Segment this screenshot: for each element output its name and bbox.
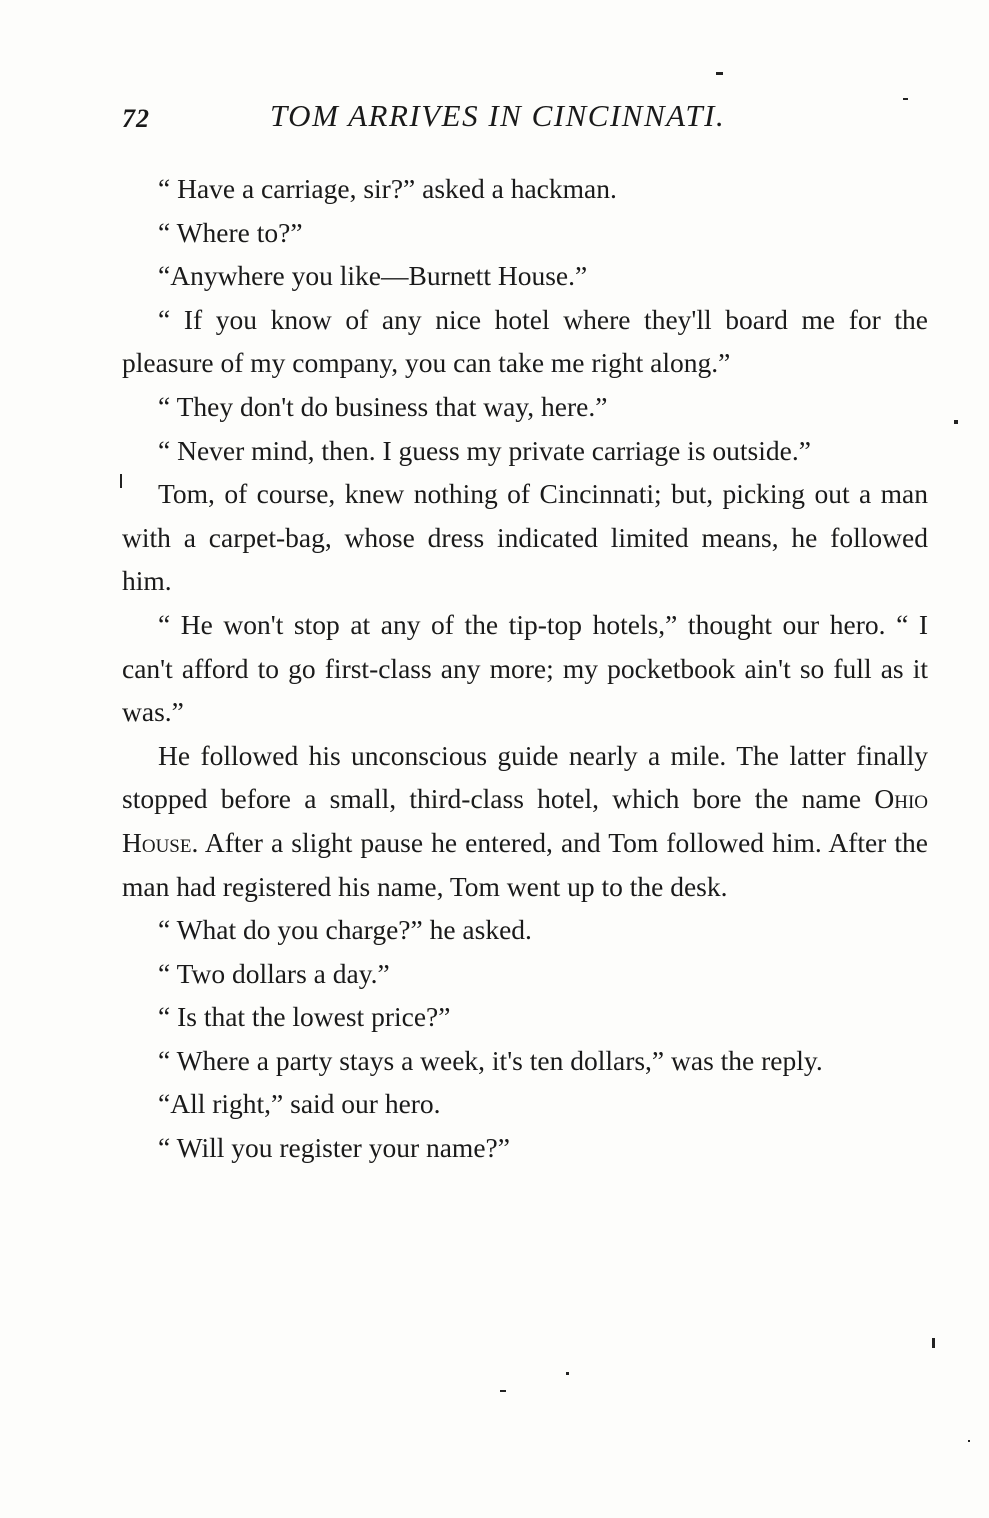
paragraph: “ Where a party stays a week, it's ten dollars,” was the reply.: [158, 1044, 823, 1076]
paragraph: “ He won't stop at any of the tip-top hotels,” thought our hero. “ I can't afford to go first-class any more; my pocketbook ain't so full as it was.”: [122, 608, 928, 728]
paragraph: “ Never mind, then. I guess my private carriage is outside.”: [158, 434, 811, 466]
running-head: TOM ARRIVES IN CINCINNATI.: [270, 98, 726, 133]
scan-speck: [120, 474, 122, 488]
paragraph: “ Is that the lowest price?”: [158, 1001, 451, 1033]
paragraph: “ Where to?”: [158, 216, 303, 248]
paragraph: “All right,” said our hero.: [158, 1088, 441, 1120]
paragraph: “ They don't do business that way, here.”: [158, 390, 608, 422]
page-header: [122, 98, 928, 148]
paragraph: “ Two dollars a day.”: [158, 957, 390, 989]
paragraph: [122, 734, 928, 908]
scan-speck: [716, 72, 723, 75]
scan-speck: [903, 98, 908, 100]
scan-speck: [968, 1440, 970, 1442]
page-number: 72: [122, 104, 150, 133]
paragraph: Tom, of course, knew nothing of Cincinnati; but, picking out a man with a carpet-bag, whose dress indicated limited means, he followed him.: [122, 478, 928, 597]
paragraph: “Anywhere you like—Burnett House.”: [158, 260, 588, 292]
scan-speck: [932, 1338, 935, 1348]
paragraph-text: He followed his unconscious guide nearly a mile. The latter finally stopped before a small, third-class hotel, which bore the name: [122, 739, 928, 815]
paragraph: “ What do you charge?” he asked.: [158, 914, 532, 946]
hotel-name: Ohio House: [122, 783, 928, 858]
scan-speck: [954, 420, 958, 424]
scan-speck: [500, 1390, 506, 1392]
paragraph: “ If you know of any nice hotel where they'll board me for the pleasure of my company, you can take me right along.”: [122, 303, 928, 379]
paragraph: “ Will you register your name?”: [158, 1132, 510, 1164]
paragraph-text: . After a slight pause he entered, and Tom followed him. After the man had registered his name, Tom went up to the desk.: [122, 826, 928, 902]
scan-speck: [566, 1372, 569, 1375]
paragraph: “ Have a carriage, sir?” asked a hackman.: [158, 173, 617, 204]
body-text: [122, 167, 928, 1170]
